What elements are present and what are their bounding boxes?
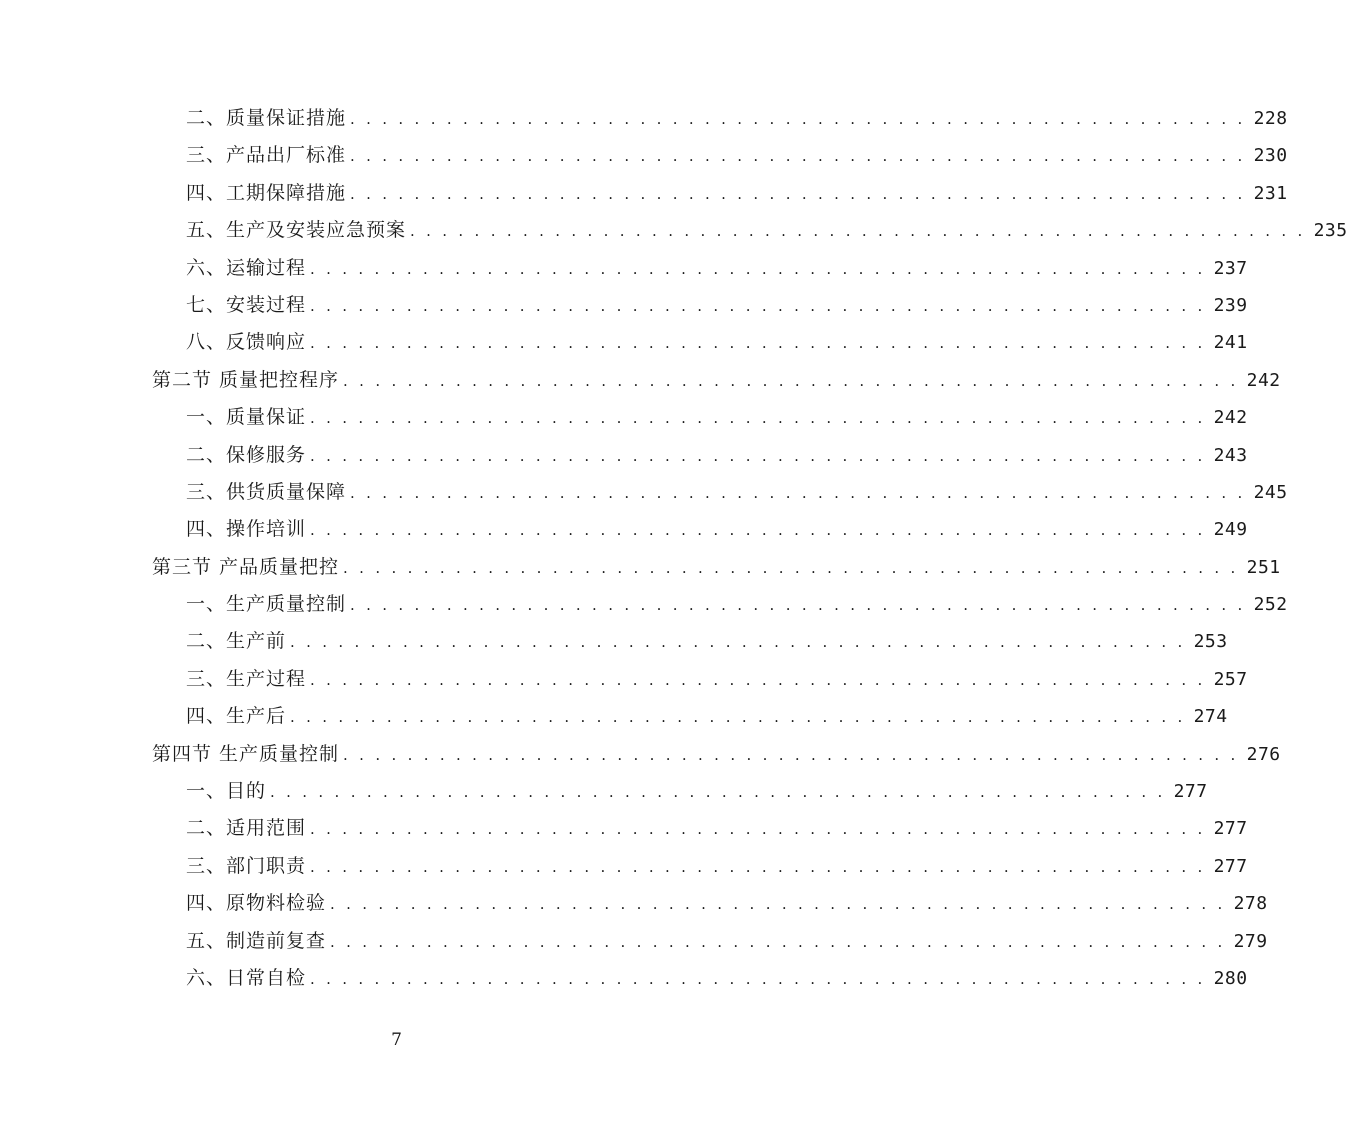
- toc-entry-page: 277: [1173, 781, 1208, 803]
- toc-entry-title: 二、生产前: [186, 630, 287, 653]
- toc-entry-page: 245: [1253, 481, 1288, 503]
- toc-entry-page: 243: [1213, 444, 1248, 466]
- toc-entry-title: 第四节 生产质量控制: [152, 742, 340, 765]
- toc-entry-title: 八、反馈响应: [186, 331, 307, 354]
- toc-entry-page: 230: [1253, 145, 1288, 167]
- toc-entry-title: 四、原物料检验: [186, 892, 327, 915]
- toc-entry-page: 241: [1213, 332, 1248, 354]
- toc-entry-page: 228: [1253, 108, 1288, 129]
- toc-entry-title: 一、质量保证: [186, 406, 307, 429]
- toc-dot-leader: . . . . . . . . . . . . . . . . . . . . . . . . . . . . . . . . . . . . . . . . . . . . . . . . . . . . . . . .: [310, 296, 1206, 315]
- toc-entry[interactable]: [152, 810, 1248, 847]
- toc-entry-page: 231: [1253, 182, 1288, 204]
- toc-entry-title: 五、制造前复查: [186, 929, 327, 952]
- toc-entry-title: 二、适用范围: [186, 817, 307, 840]
- toc-dot-leader: . . . . . . . . . . . . . . . . . . . . . . . . . . . . . . . . . . . . . . . . . . . . . . . . . . . . . . . .: [310, 334, 1206, 353]
- toc-dot-leader: . . . . . . . . . . . . . . . . . . . . . . . . . . . . . . . . . . . . . . . . . . . . . . . . . . . . . . . .: [290, 633, 1186, 652]
- toc-entry-page: 249: [1213, 519, 1248, 541]
- toc-entry[interactable]: [152, 324, 1248, 361]
- toc-entry[interactable]: [152, 399, 1248, 436]
- toc-dot-leader: . . . . . . . . . . . . . . . . . . . . . . . . . . . . . . . . . . . . . . . . . . . . . . . . . . . . . . . .: [310, 820, 1206, 839]
- toc-dot-leader: . . . . . . . . . . . . . . . . . . . . . . . . . . . . . . . . . . . . . . . . . . . . . . . . . . . . . . . .: [350, 184, 1246, 203]
- toc-entry[interactable]: [152, 773, 1208, 810]
- toc-entry[interactable]: [152, 474, 1288, 511]
- toc-entry-title: 三、产品出厂标准: [186, 144, 347, 167]
- toc-entry[interactable]: [152, 511, 1248, 548]
- toc-entry-title: 四、生产后: [186, 705, 287, 728]
- toc-entry[interactable]: [152, 100, 1288, 137]
- toc-entry-title: 第三节 产品质量把控: [152, 555, 340, 578]
- toc-entry-title: 二、保修服务: [186, 443, 307, 466]
- toc-entry[interactable]: [152, 212, 1348, 249]
- toc-entry-page: 242: [1213, 407, 1248, 429]
- toc-entry-page: 239: [1213, 294, 1248, 316]
- toc-entry[interactable]: [152, 623, 1228, 660]
- toc-entry[interactable]: [152, 586, 1288, 623]
- toc-dot-leader: . . . . . . . . . . . . . . . . . . . . . . . . . . . . . . . . . . . . . . . . . . . . . . . . . . . . . . . .: [350, 596, 1246, 615]
- toc-entry-title: 四、操作培训: [186, 518, 307, 541]
- toc-entry[interactable]: [152, 250, 1248, 287]
- toc-dot-leader: . . . . . . . . . . . . . . . . . . . . . . . . . . . . . . . . . . . . . . . . . . . . . . . . . . . . . . . .: [310, 446, 1206, 465]
- toc-entry-page: 274: [1193, 706, 1228, 728]
- toc-dot-leader: . . . . . . . . . . . . . . . . . . . . . . . . . . . . . . . . . . . . . . . . . . . . . . . . . . . . . . . .: [310, 521, 1206, 540]
- toc-dot-leader: . . . . . . . . . . . . . . . . . . . . . . . . . . . . . . . . . . . . . . . . . . . . . . . . . . . . . . . .: [310, 259, 1206, 278]
- toc-entry-page: 279: [1233, 930, 1268, 952]
- toc-dot-leader: . . . . . . . . . . . . . . . . . . . . . . . . . . . . . . . . . . . . . . . . . . . . . . . . . . . . . . . .: [330, 895, 1226, 914]
- toc-entry[interactable]: [152, 698, 1228, 735]
- toc-dot-leader: . . . . . . . . . . . . . . . . . . . . . . . . . . . . . . . . . . . . . . . . . . . . . . . . . . . . . . . .: [330, 932, 1226, 951]
- toc-entry-page: 252: [1253, 594, 1288, 616]
- toc-section-entry[interactable]: [152, 549, 1281, 586]
- toc-entry-title: 六、运输过程: [186, 256, 307, 279]
- toc-entry[interactable]: [152, 848, 1248, 885]
- toc-entry[interactable]: [152, 137, 1288, 174]
- toc-entry-page: 278: [1233, 893, 1268, 915]
- toc-dot-leader: . . . . . . . . . . . . . . . . . . . . . . . . . . . . . . . . . . . . . . . . . . . . . . . . . . . . . . . .: [290, 708, 1186, 727]
- toc-entry-page: 276: [1246, 743, 1281, 765]
- toc-dot-leader: . . . . . . . . . . . . . . . . . . . . . . . . . . . . . . . . . . . . . . . . . . . . . . . . . . . . . . . .: [310, 857, 1206, 876]
- toc-entry-title: 三、供货质量保障: [186, 480, 347, 503]
- toc-dot-leader: . . . . . . . . . . . . . . . . . . . . . . . . . . . . . . . . . . . . . . . . . . . . . . . . . . . . . . . .: [410, 222, 1306, 241]
- toc-entry-page: 257: [1213, 668, 1248, 690]
- toc-entry[interactable]: [152, 885, 1268, 922]
- toc-entry[interactable]: [152, 287, 1248, 324]
- toc-dot-leader: . . . . . . . . . . . . . . . . . . . . . . . . . . . . . . . . . . . . . . . . . . . . . . . . . . . . . . . .: [310, 670, 1206, 689]
- toc-entry-page: 235: [1313, 220, 1348, 242]
- toc-dot-leader: . . . . . . . . . . . . . . . . . . . . . . . . . . . . . . . . . . . . . . . . . . . . . . . . . . . . . . . .: [310, 969, 1206, 988]
- toc-dot-leader: . . . . . . . . . . . . . . . . . . . . . . . . . . . . . . . . . . . . . . . . . . . . . . . . . . . . . . . .: [350, 483, 1246, 502]
- toc-entry-page: 251: [1246, 556, 1281, 578]
- toc-entry-title: 五、生产及安装应急预案: [186, 219, 407, 242]
- toc-entry[interactable]: [152, 960, 1248, 997]
- toc-entry-title: 四、工期保障措施: [186, 181, 347, 204]
- page-number: 7: [391, 1030, 402, 1050]
- toc-entry-page: 242: [1246, 369, 1281, 391]
- toc-entry-page: 280: [1213, 967, 1248, 989]
- toc-entry[interactable]: [152, 661, 1248, 698]
- toc-entry-title: 一、目的: [186, 780, 267, 803]
- toc-entry-title: 七、安装过程: [186, 293, 307, 316]
- toc-entry[interactable]: [152, 923, 1268, 960]
- toc-list: [152, 100, 1348, 997]
- toc-section-entry[interactable]: [152, 736, 1281, 773]
- toc-entry-title: 三、部门职责: [186, 854, 307, 877]
- toc-dot-leader: . . . . . . . . . . . . . . . . . . . . . . . . . . . . . . . . . . . . . . . . . . . . . . . . . . . . . . . .: [270, 783, 1166, 802]
- table-of-contents: [152, 100, 1348, 997]
- toc-dot-leader: . . . . . . . . . . . . . . . . . . . . . . . . . . . . . . . . . . . . . . . . . . . . . . . . . . . . . . . .: [343, 745, 1239, 764]
- toc-entry-title: 一、生产质量控制: [186, 593, 347, 616]
- toc-entry-page: 277: [1213, 855, 1248, 877]
- toc-entry-title: 六、日常自检: [186, 966, 307, 989]
- toc-dot-leader: . . . . . . . . . . . . . . . . . . . . . . . . . . . . . . . . . . . . . . . . . . . . . . . . . . . . . . . .: [350, 147, 1246, 166]
- toc-entry-title: 三、生产过程: [186, 667, 307, 690]
- toc-section-entry[interactable]: [152, 362, 1281, 399]
- toc-entry-title: 二、质量保证措施: [186, 107, 347, 129]
- toc-entry-page: 277: [1213, 818, 1248, 840]
- toc-entry-page: 237: [1213, 257, 1248, 279]
- toc-entry[interactable]: [152, 175, 1288, 212]
- toc-entry-page: 253: [1193, 631, 1228, 653]
- toc-dot-leader: . . . . . . . . . . . . . . . . . . . . . . . . . . . . . . . . . . . . . . . . . . . . . . . . . . . . . . . .: [343, 371, 1239, 390]
- toc-dot-leader: . . . . . . . . . . . . . . . . . . . . . . . . . . . . . . . . . . . . . . . . . . . . . . . . . . . . . . . .: [343, 558, 1239, 577]
- toc-entry[interactable]: [152, 437, 1248, 474]
- toc-dot-leader: . . . . . . . . . . . . . . . . . . . . . . . . . . . . . . . . . . . . . . . . . . . . . . . . . . . . . . . .: [350, 110, 1246, 128]
- toc-entry-title: 第二节 质量把控程序: [152, 368, 340, 391]
- toc-dot-leader: . . . . . . . . . . . . . . . . . . . . . . . . . . . . . . . . . . . . . . . . . . . . . . . . . . . . . . . .: [310, 409, 1206, 428]
